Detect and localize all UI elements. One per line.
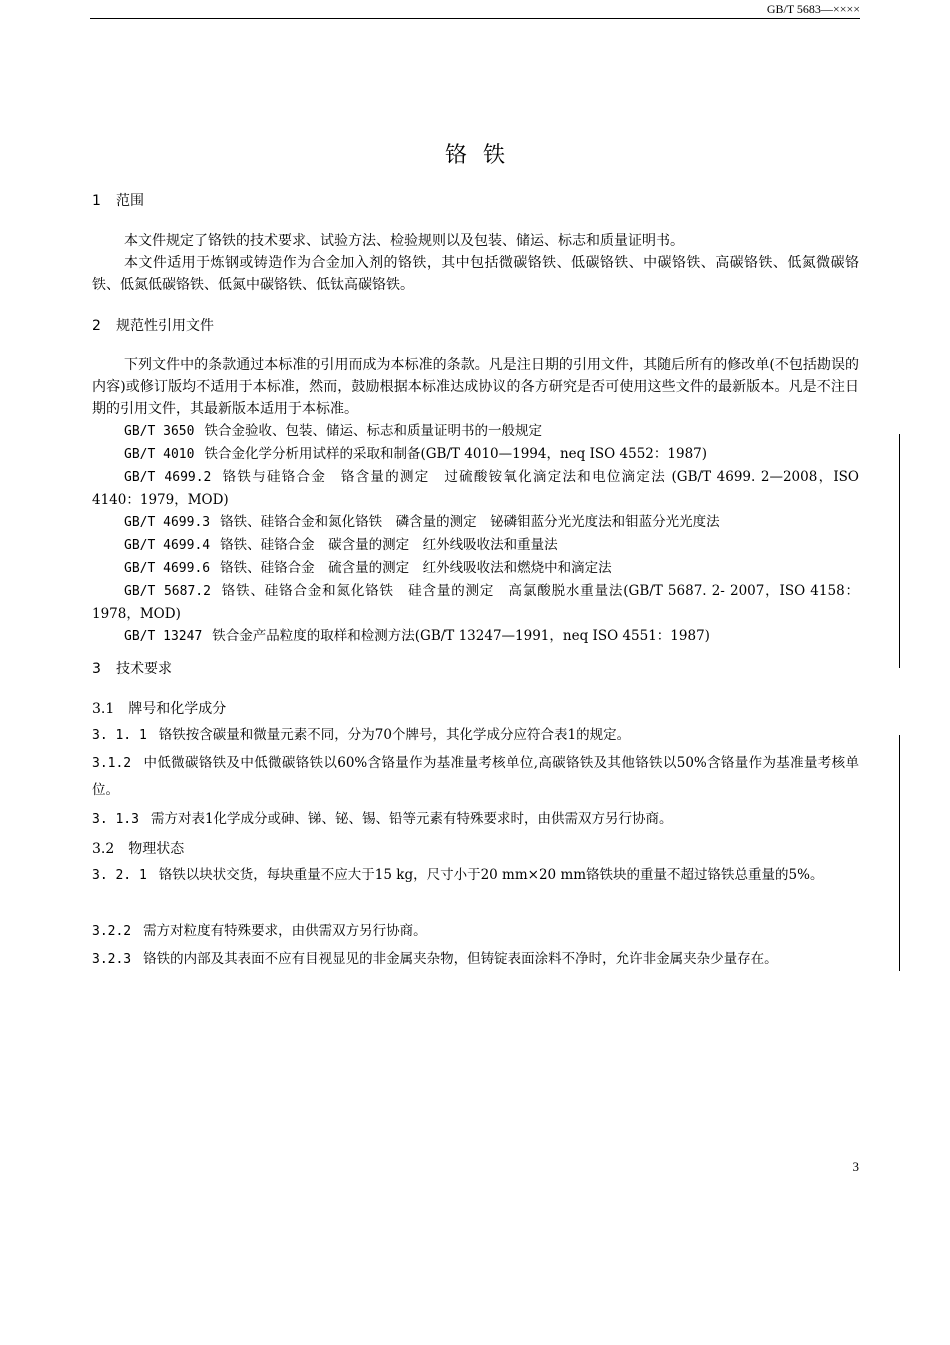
section-2-heading: [92, 315, 214, 335]
clause-number: 3.1.2: [92, 756, 132, 771]
clause-3-1-1: [92, 722, 859, 749]
reference-item: [92, 580, 859, 625]
revision-bar-2: [899, 735, 900, 971]
reference-code: GB/T 4699.3: [124, 515, 211, 530]
subsection-3-2-number: 3.2: [92, 841, 115, 857]
page-number: 3: [852, 1159, 859, 1174]
reference-title: 铬铁、硅铬合金 碳含量的测定 红外线吸收法和重量法: [220, 537, 558, 553]
reference-item: [92, 443, 859, 466]
reference-item: [92, 466, 859, 511]
section-1-paragraph-2: 本文件适用于炼钢或铸造作为合金加入剂的铬铁，其中包括微碳铬铁、低碳铬铁、中碳铬铁、高碳铬铁、低氮微碳铬铁、低氮低碳铬铁、低氮中碳铬铁、低钛高碳铬铁。: [92, 255, 859, 293]
reference-code: GB/T 4699.4: [124, 538, 211, 553]
reference-code: GB/T 13247: [124, 629, 203, 644]
clause-text: 铬铁的内部及其表面不应有目视显见的非金属夹杂物，但铸锭表面涂料不净时，允许非金属夹杂少量存在。: [143, 951, 778, 967]
reference-title: 铁合金验收、包装、储运、标志和质量证明书的一般规定: [204, 423, 542, 439]
reference-code: GB/T 5687.2: [124, 584, 211, 599]
section-1-number: 1: [92, 193, 101, 209]
reference-title: 铬铁、硅铬合金和氮化铬铁 硅含量的测定 高氯酸脱水重量法(GB/T 5687. 2- 2007，ISO 4158：1978，MOD): [92, 583, 859, 622]
clause-text: 需方对表1化学成分或砷、锑、铋、锡、铅等元素有特殊要求时，由供需双方另行协商。: [150, 811, 673, 827]
subsection-3-1-title: 牌号和化学成分: [128, 701, 227, 717]
reference-title: 铁合金化学分析用试样的采取和制备(GB/T 4010—1994，neq ISO 4552：1987): [204, 446, 708, 462]
section-1-paragraph-1: 本文件规定了铬铁的技术要求、试验方法、检验规则以及包装、储运、标志和质量证明书。: [124, 233, 684, 249]
clause-3-2-1: [92, 862, 859, 889]
reference-title: 铬铁、硅铬合金和氮化铬铁 磷含量的测定 铋磷钼蓝分光光度法和钼蓝分光光度法: [220, 514, 720, 530]
clause-number: 3. 2. 1: [92, 868, 147, 883]
clause-number: 3. 1. 1: [92, 728, 147, 743]
reference-title: 铁合金产品粒度的取样和检测方法(GB/T 13247—1991，neq ISO 4551：1987): [212, 628, 710, 644]
clause-number: 3. 1.3: [92, 812, 139, 827]
clause-text: 铬铁按含碳量和微量元素不同，分为70个牌号，其化学成分应符合表1的规定。: [158, 727, 631, 743]
section-3-title: 技术要求: [116, 661, 172, 677]
reference-item: [92, 534, 859, 557]
reference-item: [92, 557, 859, 580]
clause-text: 铬铁以块状交货，每块重量不应大于15 kg，尺寸小于20 mm×20 mm铬铁块的重量不超过铬铁总重量的5%。: [158, 867, 824, 883]
section-3-number: 3: [92, 661, 101, 677]
clause-3-1-2: [92, 750, 859, 804]
section-2-title: 规范性引用文件: [116, 318, 214, 334]
subsection-3-2-heading: [92, 838, 184, 858]
document-title: 铬铁: [444, 143, 521, 168]
clause-number: 3.2.2: [92, 924, 132, 939]
reference-code: GB/T 4699.6: [124, 561, 211, 576]
standard-code: GB/T 5683—××××: [766, 2, 860, 16]
header-rule: [90, 18, 860, 19]
clause-text: 需方对粒度有特殊要求，由供需双方另行协商。: [143, 923, 427, 939]
subsection-3-1-heading: [92, 698, 226, 718]
reference-item: [92, 625, 859, 648]
subsection-3-1-number: 3.1: [92, 701, 115, 717]
clause-3-2-2: [92, 918, 859, 945]
section-3-heading: [92, 658, 172, 678]
section-2-number: 2: [92, 318, 101, 334]
section-1-title: 范围: [116, 193, 144, 209]
clause-text: 中低微碳铬铁及中低微碳铬铁以60%含铬量作为基准量考核单位,高碳铬铁及其他铬铁以50%含铬量作为基准量考核单位。: [92, 755, 859, 798]
clause-3-2-3: [92, 946, 859, 973]
reference-item: [92, 511, 859, 534]
reference-item: [92, 420, 859, 443]
reference-list: [92, 420, 859, 648]
section-1-heading: [92, 190, 144, 210]
clause-3-1-3: [92, 806, 859, 833]
clause-number: 3.2.3: [92, 952, 132, 967]
reference-title: 铬铁与硅铬合金 铬含量的测定 过硫酸铵氧化滴定法和电位滴定法 (GB/T 4699. 2—2008，ISO 4140：1979，MOD): [92, 469, 860, 508]
reference-code: GB/T 3650: [124, 424, 195, 439]
reference-code: GB/T 4010: [124, 447, 195, 462]
reference-code: GB/T 4699.2: [124, 470, 212, 485]
revision-bar-1: [899, 434, 900, 668]
reference-title: 铬铁、硅铬合金 硫含量的测定 红外线吸收法和燃烧中和滴定法: [220, 560, 612, 576]
subsection-3-2-title: 物理状态: [128, 841, 185, 857]
section-2-intro: 下列文件中的条款通过本标准的引用而成为本标准的条款。凡是注日期的引用文件，其随后所有的修改单(不包括勘误的内容)或修订版均不适用于本标准，然而，鼓励根据本标准达成协议的各方研究是否可使用这些文件的最新版本。凡是不注日期的引用文件，其最新版本适用于本标准。: [92, 357, 859, 417]
